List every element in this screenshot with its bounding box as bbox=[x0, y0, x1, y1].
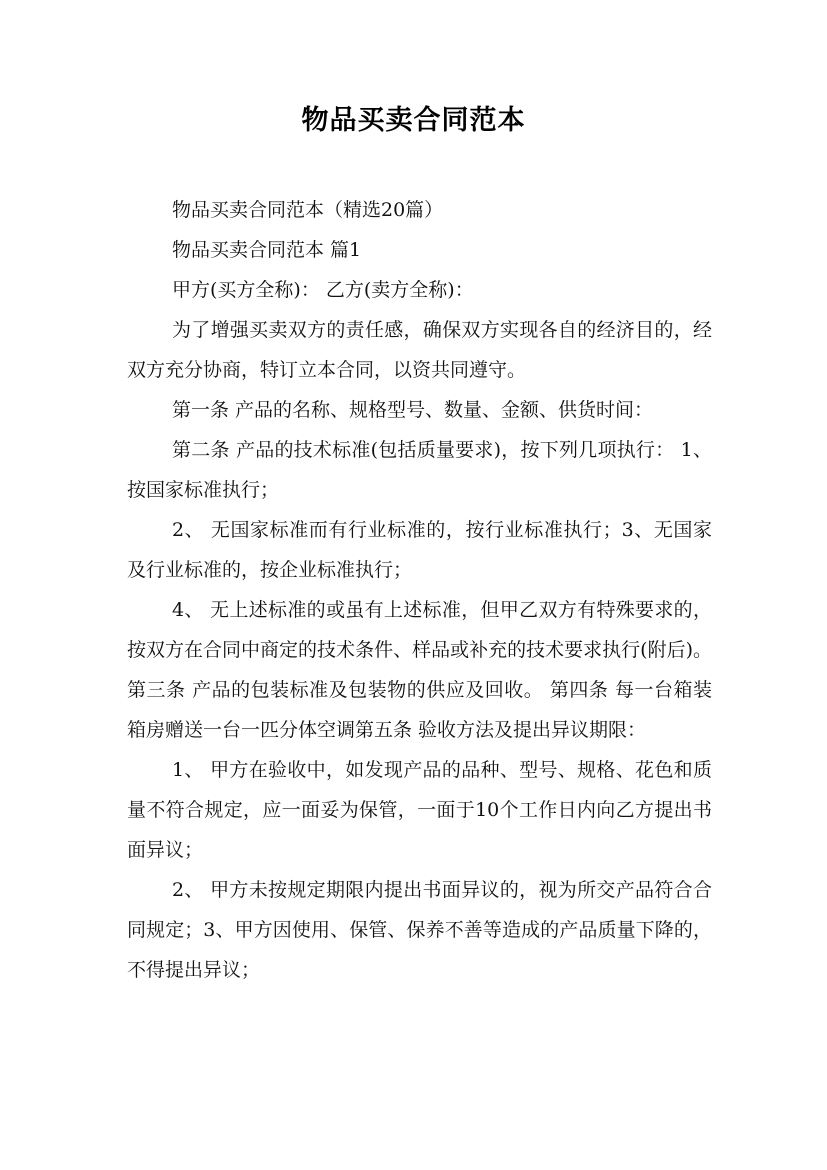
paragraph-section-heading: 物品买卖合同范本 篇1 bbox=[172, 239, 362, 261]
paragraph-article-2-item-2: 2、 无国家标准而有行业标准的，按行业标准执行；3、无国家及行业标准的，按企业标准执行； bbox=[127, 519, 712, 581]
paragraph-article-2: 第二条 产品的技术标准(包括质量要求)，按下列几项执行： 1、 按国家标准执行； bbox=[127, 439, 712, 501]
paragraph-parties: 甲方(买方全称)： 乙方(卖方全称)： bbox=[172, 279, 474, 301]
paragraph-article-5-item-2: 2、 甲方未按规定期限内提出书面异议的，视为所交产品符合合同规定；3、甲方因使用、保管、保养不善等造成的产品质量下降的，不得提出异议； bbox=[127, 879, 712, 981]
document-body bbox=[127, 190, 712, 990]
paragraph-subtitle: 物品买卖合同范本（精选20篇） bbox=[172, 199, 444, 221]
paragraph-article-2-item-4: 4、 无上述标准的或虽有上述标准，但甲乙双方有特殊要求的，按双方在合同中商定的技术条件、样品或补充的技术要求执行(附后)。 第三条 产品的包装标准及包装物的供应及回收。 第四条 每一台箱装箱房赠送一台一匹分体空调第五条 验收方法及提出异议期限： bbox=[127, 599, 712, 741]
document-title: 物品买卖合同范本 bbox=[301, 105, 526, 136]
paragraph-article-1: 第一条 产品的名称、规格型号、数量、金额、供货时间： bbox=[172, 399, 654, 421]
paragraph-preamble: 为了增强买卖双方的责任感，确保双方实现各自的经济目的，经双方充分协商，特订立本合同，以资共同遵守。 bbox=[127, 319, 712, 381]
paragraph-article-5-item-1: 1、 甲方在验收中，如发现产品的品种、型号、规格、花色和质量不符合规定，应一面妥为保管，一面于10个工作日内向乙方提出书面异议； bbox=[127, 759, 712, 861]
